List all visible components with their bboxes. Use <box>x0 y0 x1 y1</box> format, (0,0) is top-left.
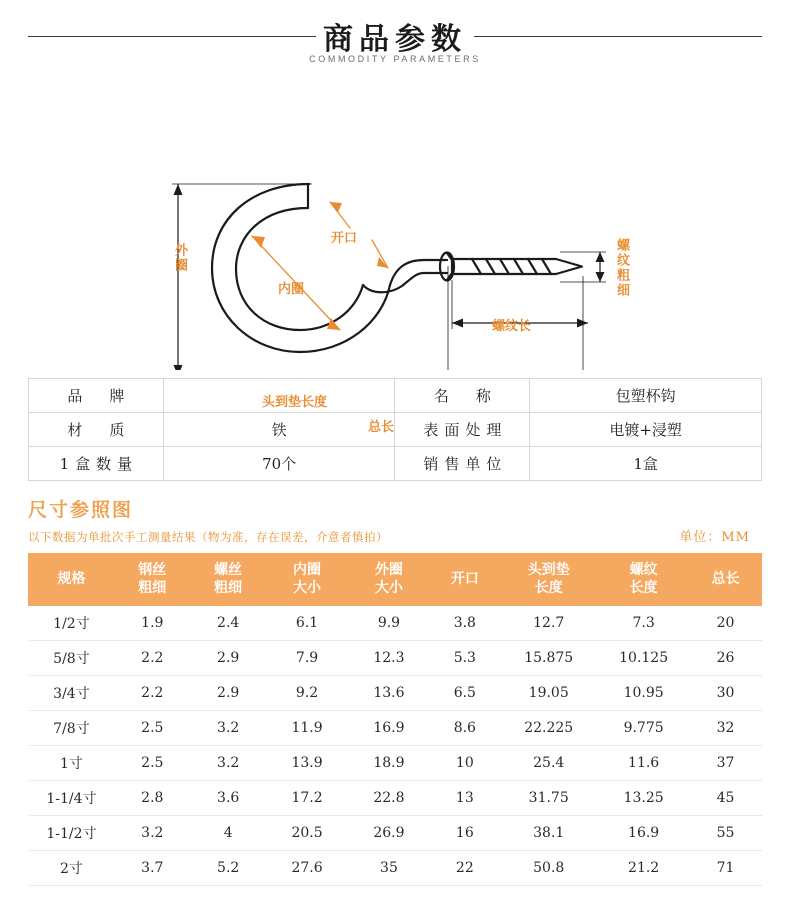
col-header-inner-size: 内圈 大小 <box>266 554 348 606</box>
page-title: 商品参数 <box>323 22 467 57</box>
label-inner-circle: 内圈 <box>278 282 305 297</box>
cell-value: 18.9 <box>348 746 430 781</box>
cell-value: 12.7 <box>500 606 598 641</box>
label-thread-thickness: 螺纹粗细 <box>614 238 629 298</box>
cell-value: 9.2 <box>266 676 348 711</box>
cell-value: 2.2 <box>114 641 190 676</box>
table-row <box>29 746 762 781</box>
cell-spec: 7/8寸 <box>29 711 115 746</box>
dimension-table-head <box>29 554 762 606</box>
col-header-screw-thickness: 螺丝 粗细 <box>190 554 266 606</box>
dimension-table <box>28 553 762 886</box>
cell-value: 10.95 <box>598 676 690 711</box>
cell-value: 55 <box>690 816 762 851</box>
table-row <box>29 781 762 816</box>
cell-value: 22.225 <box>500 711 598 746</box>
cell-value: 31.75 <box>500 781 598 816</box>
spec-value-box-qty: 70个 <box>163 447 395 481</box>
dimension-title: 尺寸参照图 <box>28 499 134 521</box>
cell-spec: 5/8寸 <box>29 641 115 676</box>
cell-spec: 1-1/4寸 <box>29 781 115 816</box>
cell-value: 11.9 <box>266 711 348 746</box>
col-header-total-length: 总长 <box>690 554 762 606</box>
col-header-opening: 开口 <box>430 554 500 606</box>
cell-value: 2.5 <box>114 746 190 781</box>
label-outer-circle: 外圈 <box>172 243 187 273</box>
table-row <box>29 379 762 413</box>
cell-value: 9.775 <box>598 711 690 746</box>
cell-value: 35 <box>348 851 430 886</box>
dimension-unit: 单位：MM <box>679 530 750 545</box>
cell-value: 25.4 <box>500 746 598 781</box>
dimension-section-header <box>0 481 790 545</box>
page-header <box>0 0 790 80</box>
cell-value: 4 <box>190 816 266 851</box>
spec-table <box>28 378 762 481</box>
cell-value: 3.2 <box>114 816 190 851</box>
cell-value: 15.875 <box>500 641 598 676</box>
cell-value: 2.2 <box>114 676 190 711</box>
cell-value: 11.6 <box>598 746 690 781</box>
spec-table-body <box>29 379 762 481</box>
cell-spec: 1/2寸 <box>29 606 115 641</box>
cell-value: 3.7 <box>114 851 190 886</box>
cell-value: 30 <box>690 676 762 711</box>
cell-value: 50.8 <box>500 851 598 886</box>
cell-value: 3.2 <box>190 711 266 746</box>
spec-value-material: 铁 <box>163 413 395 447</box>
cell-value: 26 <box>690 641 762 676</box>
table-row <box>29 816 762 851</box>
dimension-table-wrapper <box>0 545 790 886</box>
cell-value: 37 <box>690 746 762 781</box>
cell-value: 12.3 <box>348 641 430 676</box>
cell-value: 13 <box>430 781 500 816</box>
cell-value: 9.9 <box>348 606 430 641</box>
cell-value: 8.6 <box>430 711 500 746</box>
cell-value: 20 <box>690 606 762 641</box>
cell-spec: 3/4寸 <box>29 676 115 711</box>
dimension-note-row <box>28 526 762 545</box>
cell-value: 71 <box>690 851 762 886</box>
cell-value: 27.6 <box>266 851 348 886</box>
cell-value: 20.5 <box>266 816 348 851</box>
col-header-thread-length: 螺纹 长度 <box>598 554 690 606</box>
cell-value: 2.8 <box>114 781 190 816</box>
label-thread-length: 螺纹长 <box>492 319 532 334</box>
cell-value: 3.6 <box>190 781 266 816</box>
cell-value: 17.2 <box>266 781 348 816</box>
cell-spec: 2寸 <box>29 851 115 886</box>
cell-value: 5.3 <box>430 641 500 676</box>
cell-value: 7.3 <box>598 606 690 641</box>
cell-value: 7.9 <box>266 641 348 676</box>
cell-value: 26.9 <box>348 816 430 851</box>
label-head-to-pad: 头到垫长度 <box>262 395 328 410</box>
cell-value: 16.9 <box>598 816 690 851</box>
cell-value: 21.2 <box>598 851 690 886</box>
dimension-table-body <box>29 606 762 886</box>
cell-value: 19.05 <box>500 676 598 711</box>
cell-value: 3.2 <box>190 746 266 781</box>
table-row <box>29 711 762 746</box>
cell-value: 22 <box>430 851 500 886</box>
label-opening: 开口 <box>331 231 358 246</box>
cell-value: 22.8 <box>348 781 430 816</box>
cell-value: 10 <box>430 746 500 781</box>
spec-value-name: 包塑杯钩 <box>530 379 762 413</box>
table-row <box>29 676 762 711</box>
spec-value-surface: 电镀+浸塑 <box>530 413 762 447</box>
label-total-length: 总长 <box>368 420 395 435</box>
col-header-head-to-pad: 头到垫 长度 <box>500 554 598 606</box>
cell-value: 38.1 <box>500 816 598 851</box>
spec-value-sales-unit: 1盒 <box>530 447 762 481</box>
cell-value: 45 <box>690 781 762 816</box>
page-subtitle: COMMODITY PARAMETERS <box>309 54 481 64</box>
spec-key-brand: 品 牌 <box>29 379 164 413</box>
spec-table-wrapper <box>0 370 790 481</box>
cell-value: 2.9 <box>190 676 266 711</box>
cup-hook-drawing <box>0 80 790 370</box>
table-row <box>29 851 762 886</box>
cell-value: 6.5 <box>430 676 500 711</box>
cell-value: 13.6 <box>348 676 430 711</box>
cell-value: 16.9 <box>348 711 430 746</box>
spec-key-surface: 表面处理 <box>395 413 530 447</box>
table-row <box>29 413 762 447</box>
table-row <box>29 447 762 481</box>
cell-value: 16 <box>430 816 500 851</box>
table-header-row <box>29 554 762 606</box>
cell-value: 13.9 <box>266 746 348 781</box>
cell-value: 32 <box>690 711 762 746</box>
cell-value: 6.1 <box>266 606 348 641</box>
dimension-note: 以下数据为单批次手工测量结果（物为准，存在误差，介意者慎拍） <box>28 530 388 544</box>
cell-value: 10.125 <box>598 641 690 676</box>
cell-value: 5.2 <box>190 851 266 886</box>
cell-value: 13.25 <box>598 781 690 816</box>
table-row <box>29 641 762 676</box>
cell-spec: 1-1/2寸 <box>29 816 115 851</box>
spec-key-material: 材 质 <box>29 413 164 447</box>
col-header-spec: 规格 <box>29 554 115 606</box>
spec-key-sales-unit: 销售单位 <box>395 447 530 481</box>
col-header-outer-size: 外圈 大小 <box>348 554 430 606</box>
cell-value: 1.9 <box>114 606 190 641</box>
table-row <box>29 606 762 641</box>
cell-value: 2.9 <box>190 641 266 676</box>
cell-value: 2.4 <box>190 606 266 641</box>
cell-value: 2.5 <box>114 711 190 746</box>
col-header-wire-thickness: 钢丝 粗细 <box>114 554 190 606</box>
cell-spec: 1寸 <box>29 746 115 781</box>
cell-value: 3.8 <box>430 606 500 641</box>
spec-key-box-qty: 1盒数量 <box>29 447 164 481</box>
spec-key-name: 名 称 <box>395 379 530 413</box>
